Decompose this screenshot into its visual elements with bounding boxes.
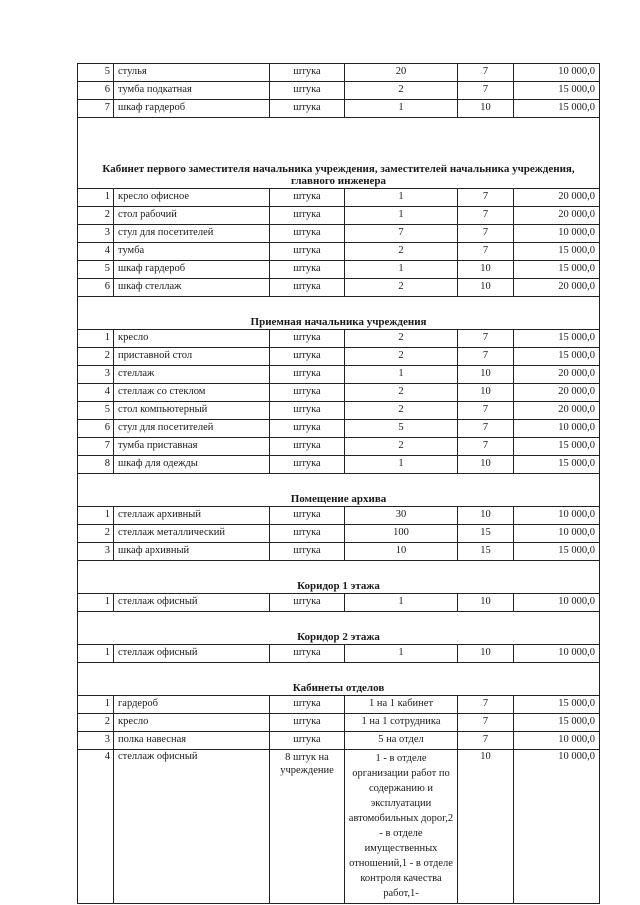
price-cell: 15 000,0 [514, 261, 600, 279]
unit-cell: 8 штук на учреждение [270, 750, 345, 904]
service-life-cell: 10 [458, 261, 514, 279]
service-life-cell: 7 [458, 438, 514, 456]
item-name-cell: тумба подкатная [114, 82, 270, 100]
unit-cell: штука [270, 64, 345, 82]
table-row [78, 714, 600, 732]
price-cell: 15 000,0 [514, 543, 600, 561]
unit-cell: штука [270, 543, 345, 561]
table-row [78, 225, 600, 243]
unit-cell: штука [270, 207, 345, 225]
table-row [78, 261, 600, 279]
unit-cell: штука [270, 243, 345, 261]
item-name-cell: стеллаж архивный [114, 507, 270, 525]
table-row [78, 750, 600, 904]
item-name-cell: шкаф для одежды [114, 456, 270, 474]
row-number-cell: 4 [78, 384, 114, 402]
quantity-cell: 1 на 1 сотрудника [345, 714, 458, 732]
service-life-cell: 10 [458, 750, 514, 904]
quantity-cell: 100 [345, 525, 458, 543]
service-life-cell: 7 [458, 732, 514, 750]
price-cell: 10 000,0 [514, 420, 600, 438]
item-name-cell: стеллаж [114, 366, 270, 384]
row-number-cell: 1 [78, 696, 114, 714]
table-row [78, 507, 600, 525]
quantity-cell: 1 [345, 456, 458, 474]
unit-cell: штука [270, 402, 345, 420]
row-number-cell: 4 [78, 243, 114, 261]
unit-cell: штука [270, 507, 345, 525]
item-name-cell: стеллаж металлический [114, 525, 270, 543]
item-name-cell: тумба приставная [114, 438, 270, 456]
table-row [78, 402, 600, 420]
item-name-cell: гардероб [114, 696, 270, 714]
row-number-cell: 3 [78, 225, 114, 243]
unit-cell: штука [270, 189, 345, 207]
table-row [78, 189, 600, 207]
price-cell: 10 000,0 [514, 525, 600, 543]
item-name-cell: стеллаж офисный [114, 594, 270, 612]
price-cell: 10 000,0 [514, 64, 600, 82]
unit-cell: штука [270, 384, 345, 402]
quantity-cell: 1 на 1 кабинет [345, 696, 458, 714]
quantity-cell: 2 [345, 438, 458, 456]
row-number-cell: 1 [78, 330, 114, 348]
unit-cell: штука [270, 366, 345, 384]
table-row [78, 279, 600, 297]
quantity-cell: 2 [345, 384, 458, 402]
service-life-cell: 10 [458, 384, 514, 402]
table-row [78, 384, 600, 402]
row-number-cell: 3 [78, 366, 114, 384]
service-life-cell: 7 [458, 420, 514, 438]
price-cell: 10 000,0 [514, 732, 600, 750]
row-number-cell: 2 [78, 714, 114, 732]
row-number-cell: 3 [78, 543, 114, 561]
item-name-cell: стол компьютерный [114, 402, 270, 420]
price-cell: 15 000,0 [514, 456, 600, 474]
section-header [78, 474, 600, 507]
item-name-cell: стеллаж со стеклом [114, 384, 270, 402]
table-row [78, 696, 600, 714]
service-life-cell: 7 [458, 348, 514, 366]
quantity-cell: 2 [345, 82, 458, 100]
service-life-cell: 7 [458, 207, 514, 225]
table-row [78, 525, 600, 543]
table-row [78, 732, 600, 750]
quantity-cell: 10 [345, 543, 458, 561]
row-number-cell: 6 [78, 420, 114, 438]
table-row [78, 100, 600, 118]
service-life-cell: 10 [458, 456, 514, 474]
table-row [78, 82, 600, 100]
table-row [78, 420, 600, 438]
unit-cell: штука [270, 732, 345, 750]
item-name-cell: стулья [114, 64, 270, 82]
price-cell: 10 000,0 [514, 645, 600, 663]
quantity-cell: 1 [345, 100, 458, 118]
row-number-cell: 2 [78, 348, 114, 366]
item-name-cell: шкаф гардероб [114, 100, 270, 118]
price-cell: 15 000,0 [514, 696, 600, 714]
table-row [78, 594, 600, 612]
section-header [78, 118, 600, 189]
price-cell: 20 000,0 [514, 402, 600, 420]
service-life-cell: 10 [458, 507, 514, 525]
unit-cell: штука [270, 714, 345, 732]
price-cell: 15 000,0 [514, 438, 600, 456]
service-life-cell: 7 [458, 402, 514, 420]
quantity-cell: 2 [345, 348, 458, 366]
service-life-cell: 7 [458, 243, 514, 261]
unit-cell: штука [270, 696, 345, 714]
unit-cell: штука [270, 348, 345, 366]
section-header [78, 663, 600, 696]
quantity-cell: 5 на отдел [345, 732, 458, 750]
row-number-cell: 1 [78, 189, 114, 207]
row-number-cell: 4 [78, 750, 114, 904]
price-cell: 10 000,0 [514, 507, 600, 525]
price-cell: 15 000,0 [514, 714, 600, 732]
item-name-cell: стол рабочий [114, 207, 270, 225]
price-cell: 15 000,0 [514, 330, 600, 348]
price-cell: 20 000,0 [514, 384, 600, 402]
price-cell: 20 000,0 [514, 279, 600, 297]
section-title: Приемная начальника учреждения [78, 297, 600, 330]
quantity-cell: 5 [345, 420, 458, 438]
unit-cell: штука [270, 261, 345, 279]
quantity-cell: 2 [345, 243, 458, 261]
table-row [78, 243, 600, 261]
unit-cell: штука [270, 438, 345, 456]
price-cell: 20 000,0 [514, 207, 600, 225]
section-title: Коридор 1 этажа [78, 561, 600, 594]
quantity-cell: 2 [345, 279, 458, 297]
price-cell: 15 000,0 [514, 243, 600, 261]
item-name-cell: приставной стол [114, 348, 270, 366]
table-row [78, 64, 600, 82]
quantity-cell: 1 [345, 207, 458, 225]
service-life-cell: 7 [458, 696, 514, 714]
item-name-cell: стеллаж офисный [114, 750, 270, 904]
unit-cell: штука [270, 420, 345, 438]
section-title: Коридор 2 этажа [78, 612, 600, 645]
item-name-cell: тумба [114, 243, 270, 261]
item-name-cell: шкаф стеллаж [114, 279, 270, 297]
price-cell: 15 000,0 [514, 82, 600, 100]
section-title: Помещение архива [78, 474, 600, 507]
quantity-cell: 2 [345, 330, 458, 348]
item-name-cell: шкаф гардероб [114, 261, 270, 279]
item-name-cell: стул для посетителей [114, 225, 270, 243]
row-number-cell: 8 [78, 456, 114, 474]
item-name-cell: стеллаж офисный [114, 645, 270, 663]
quantity-cell: 1 [345, 594, 458, 612]
price-cell: 10 000,0 [514, 594, 600, 612]
service-life-cell: 10 [458, 366, 514, 384]
row-number-cell: 6 [78, 82, 114, 100]
table-row [78, 348, 600, 366]
section-title: Кабинеты отделов [78, 663, 600, 696]
unit-cell: штука [270, 330, 345, 348]
quantity-cell: 1 [345, 261, 458, 279]
quantity-cell: 1 [345, 189, 458, 207]
quantity-cell: 7 [345, 225, 458, 243]
row-number-cell: 5 [78, 64, 114, 82]
row-number-cell: 1 [78, 594, 114, 612]
table-row [78, 366, 600, 384]
row-number-cell: 3 [78, 732, 114, 750]
unit-cell: штука [270, 225, 345, 243]
row-number-cell: 1 [78, 507, 114, 525]
service-life-cell: 15 [458, 543, 514, 561]
quantity-cell: 2 [345, 402, 458, 420]
unit-cell: штука [270, 594, 345, 612]
service-life-cell: 7 [458, 330, 514, 348]
price-cell: 15 000,0 [514, 348, 600, 366]
service-life-cell: 7 [458, 64, 514, 82]
table-row [78, 438, 600, 456]
row-number-cell: 2 [78, 525, 114, 543]
section-title: Кабинет первого заместителя начальника учреждения, заместителей начальника учреждения, главного инженера [78, 118, 600, 189]
price-cell: 20 000,0 [514, 189, 600, 207]
service-life-cell: 10 [458, 645, 514, 663]
quantity-cell: 30 [345, 507, 458, 525]
service-life-cell: 15 [458, 525, 514, 543]
row-number-cell: 1 [78, 645, 114, 663]
item-name-cell: шкаф архивный [114, 543, 270, 561]
item-name-cell: стул для посетителей [114, 420, 270, 438]
table-row [78, 207, 600, 225]
row-number-cell: 7 [78, 438, 114, 456]
furniture-norms-table [77, 63, 600, 904]
quantity-cell: 1 - в отделе организации работ по содержанию и эксплуатации автомобильных дорог,2 - в отделе имущественных отношений,1 - в отделе контроля качества работ,1- [345, 750, 458, 904]
price-cell: 20 000,0 [514, 366, 600, 384]
item-name-cell: кресло офисное [114, 189, 270, 207]
unit-cell: штука [270, 456, 345, 474]
row-number-cell: 6 [78, 279, 114, 297]
unit-cell: штука [270, 100, 345, 118]
section-header [78, 561, 600, 594]
item-name-cell: полка навесная [114, 732, 270, 750]
quantity-cell: 1 [345, 645, 458, 663]
table-row [78, 645, 600, 663]
service-life-cell: 10 [458, 279, 514, 297]
row-number-cell: 2 [78, 207, 114, 225]
unit-cell: штука [270, 525, 345, 543]
table-row [78, 330, 600, 348]
section-header [78, 612, 600, 645]
quantity-cell: 1 [345, 366, 458, 384]
price-cell: 10 000,0 [514, 750, 600, 904]
unit-cell: штука [270, 645, 345, 663]
item-name-cell: кресло [114, 330, 270, 348]
service-life-cell: 7 [458, 225, 514, 243]
service-life-cell: 10 [458, 594, 514, 612]
service-life-cell: 7 [458, 714, 514, 732]
price-cell: 10 000,0 [514, 225, 600, 243]
item-name-cell: кресло [114, 714, 270, 732]
table-row [78, 543, 600, 561]
section-header [78, 297, 600, 330]
row-number-cell: 7 [78, 100, 114, 118]
service-life-cell: 7 [458, 82, 514, 100]
service-life-cell: 10 [458, 100, 514, 118]
price-cell: 15 000,0 [514, 100, 600, 118]
row-number-cell: 5 [78, 261, 114, 279]
unit-cell: штука [270, 279, 345, 297]
table-row [78, 456, 600, 474]
unit-cell: штука [270, 82, 345, 100]
service-life-cell: 7 [458, 189, 514, 207]
quantity-cell: 20 [345, 64, 458, 82]
row-number-cell: 5 [78, 402, 114, 420]
